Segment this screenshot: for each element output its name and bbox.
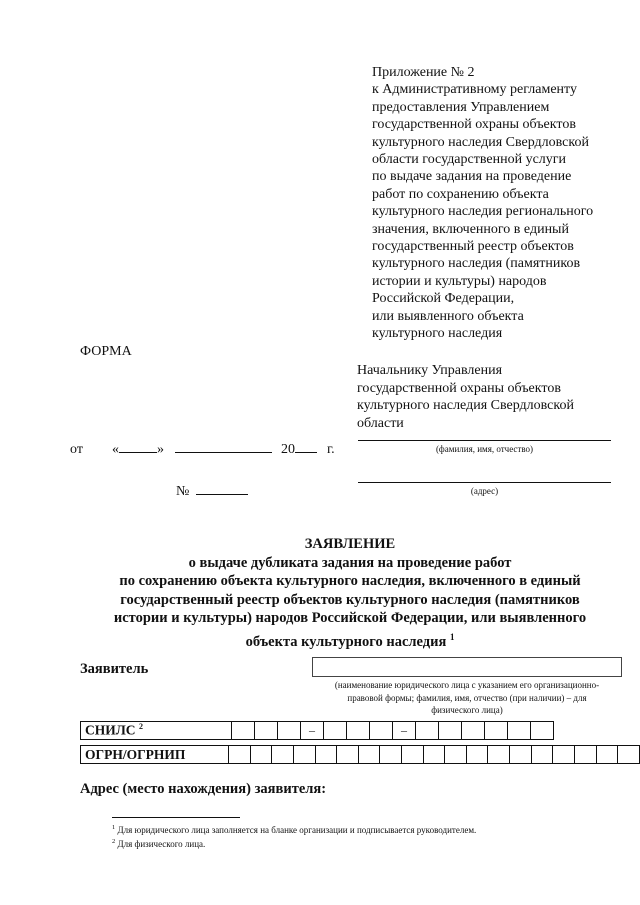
ogrn-cell[interactable] (337, 746, 359, 764)
ogrn-cell[interactable] (466, 746, 488, 764)
applicant-note-line: физического лица) (431, 705, 503, 715)
annex-line: или выявленного объекта (372, 308, 524, 324)
ogrn-cell[interactable] (510, 746, 532, 764)
address-field[interactable] (358, 482, 611, 483)
title-line: по сохранению объекта культурного наследия, включенного в единый (119, 573, 581, 589)
number-label: № (176, 484, 190, 499)
ogrn-cell[interactable] (488, 746, 510, 764)
ogrn-cell[interactable] (272, 746, 294, 764)
date-from-label: от (70, 442, 83, 457)
snils-label: СНИЛС $^2$ (81, 722, 232, 740)
ogrn-cell[interactable] (315, 746, 337, 764)
annex-line: государственной охраны объектов (372, 117, 576, 133)
applicant-address-heading: Адрес (место нахождения) заявителя: (80, 781, 327, 797)
title-line: объекта культурного наследия (245, 633, 447, 650)
annex-line: Приложение № 2 (372, 65, 475, 80)
ogrn-cell[interactable] (618, 746, 640, 764)
annex-line: государственный реестр объектов (372, 239, 574, 255)
title-footnote-mark: 1 (449, 631, 455, 642)
ogrn-cell[interactable] (380, 746, 402, 764)
snils-row (80, 721, 554, 740)
addressee-block (357, 362, 627, 432)
applicant-label: Заявитель (80, 661, 149, 677)
snils-dash: – (301, 722, 324, 740)
title-line: истории и культуры) народов Российской Федерации, или выявленного (113, 610, 587, 626)
ogrn-row (80, 745, 640, 764)
fio-caption: (фамилия, имя, отчество) (435, 444, 534, 454)
fio-field[interactable] (358, 440, 611, 441)
annex-header (372, 64, 634, 343)
date-line (70, 441, 335, 458)
ogrn-cell[interactable] (531, 746, 553, 764)
annex-line: значения, включенного в единый (372, 221, 569, 237)
snils-cell[interactable] (508, 722, 531, 740)
snils-cell[interactable] (232, 722, 255, 740)
applicant-note-line: (наименование юридического лица с указанием его организационно- (334, 680, 600, 690)
form-label: ФОРМА (80, 344, 132, 359)
date-close-quote: » (156, 442, 164, 457)
number-line (176, 483, 248, 500)
footnote-text: Для юридического лица заполняется на бланке организации и подписывается руководителем. (117, 825, 477, 835)
date-open-quote: « (111, 442, 119, 457)
date-month-field[interactable] (175, 441, 272, 453)
date-century: 20 (280, 442, 295, 457)
addressee-line: Начальнику Управления (357, 363, 503, 378)
snils-cell[interactable] (439, 722, 462, 740)
snils-cell[interactable] (462, 722, 485, 740)
date-year-field[interactable] (295, 441, 317, 453)
applicant-name-field[interactable] (312, 657, 622, 677)
annex-line: к Административному регламенту (372, 82, 577, 98)
ogrn-cell[interactable] (574, 746, 596, 764)
addressee-line: области (357, 415, 404, 431)
ogrn-cell[interactable] (402, 746, 424, 764)
annex-line: культурного наследия Свердловской (372, 134, 589, 150)
snils-cell[interactable] (485, 722, 508, 740)
ogrn-cell[interactable] (445, 746, 467, 764)
ogrn-cell[interactable] (250, 746, 272, 764)
footnote-mark: 2 (112, 838, 116, 845)
ogrn-cell[interactable] (423, 746, 445, 764)
ogrn-cell[interactable] (229, 746, 251, 764)
document-title (60, 535, 640, 651)
snils-cell[interactable] (324, 722, 347, 740)
annex-line: области государственной услуги (372, 152, 567, 168)
footnote-mark: 1 (112, 824, 116, 831)
ogrn-cell[interactable] (293, 746, 315, 764)
annex-line: по выдаче задания на проведение (372, 169, 572, 185)
title-line: о выдаче дубликата задания на проведение работ (188, 554, 512, 571)
date-day-field[interactable] (119, 441, 157, 453)
snils-cell[interactable] (278, 722, 301, 740)
date-year-suffix: г. (326, 442, 335, 457)
addressee-line: культурного наследия Свердловской (357, 398, 574, 413)
annex-line: Российской Федерации, (372, 291, 515, 307)
snils-cell[interactable] (370, 722, 393, 740)
title-heading: ЗАЯВЛЕНИЕ (304, 536, 396, 552)
title-line: государственный реестр объектов культурного наследия (памятников (120, 591, 580, 608)
annex-line: истории и культуры) народов (372, 273, 547, 289)
ogrn-cell[interactable] (596, 746, 618, 764)
ogrn-cell[interactable] (358, 746, 380, 764)
annex-line: предоставления Управлением (372, 99, 550, 115)
footnote-2 (112, 838, 205, 849)
annex-line: культурного наследия регионального (372, 204, 594, 220)
snils-cell[interactable] (255, 722, 278, 740)
ogrn-label: ОГРН/ОГРНИП (81, 746, 229, 764)
annex-line: культурного наследия (372, 326, 503, 342)
address-caption: (адрес) (470, 486, 499, 496)
number-field[interactable] (196, 483, 248, 495)
footnote-1 (112, 824, 476, 835)
ogrn-cell[interactable] (553, 746, 575, 764)
applicant-note-line: правовой формы; фамилия, имя, отчество (при наличии) – для (347, 692, 587, 703)
footnote-text: Для физического лица. (117, 839, 206, 849)
snils-dash: – (393, 722, 416, 740)
addressee-line: государственной охраны объектов (357, 380, 561, 396)
snils-cell[interactable] (347, 722, 370, 740)
footnote-divider (112, 817, 240, 818)
snils-cell[interactable] (531, 722, 554, 740)
snils-cell[interactable] (416, 722, 439, 740)
applicant-note (308, 679, 626, 717)
annex-line: культурного наследия (памятников (372, 256, 581, 272)
annex-line: работ по сохранению объекта (372, 186, 549, 202)
